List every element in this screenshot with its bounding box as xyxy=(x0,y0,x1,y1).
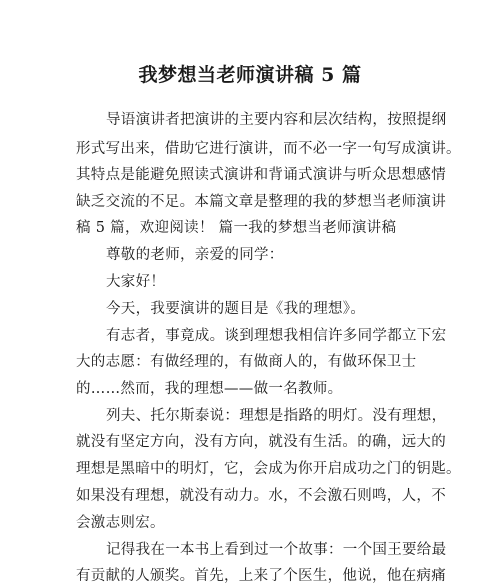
paragraph-line: 大的志愿：有做经理的，有做商人的，有做环保卫士 xyxy=(76,354,417,370)
paragraph-line: 形式写出来，借助它进行演讲，而不必一字一句写成演讲。 xyxy=(76,141,461,157)
paragraph-line: 记得我在一本书上看到过一个故事：一个国王要给最 xyxy=(106,542,447,558)
paragraph-line: 尊敬的老师，亲爱的同学： xyxy=(106,247,284,263)
document-title: 我梦想当老师演讲稿 5 篇 xyxy=(138,64,362,86)
paragraph-line: 导语演讲者把演讲的主要内容和层次结构，按照提纲 xyxy=(106,112,447,128)
paragraph-line: 有志者，事竟成。谈到理想我相信许多同学都立下宏 xyxy=(106,328,447,344)
paragraph-line: 缺乏交流的不足。本篇文章是整理的我的梦想当老师演讲 xyxy=(76,194,446,210)
paragraph-line: 列夫、托尔斯泰说：理想是指路的明灯。没有理想， xyxy=(106,408,447,424)
paragraph-line: 今天，我要演讲的题目是《我的理想》。 xyxy=(106,301,366,317)
paragraph-line: 会激志则宏。 xyxy=(76,515,165,531)
paragraph-line: 其特点是能避免照读式演讲和背诵式演讲与听众思想感情 xyxy=(76,167,446,183)
paragraph-line: 如果没有理想，就没有动力。水，不会激石则鸣，人，不 xyxy=(76,488,446,504)
paragraph-line: 稿 5 篇，欢迎阅读！ 篇一我的梦想当老师演讲稿 xyxy=(76,220,397,236)
paragraph-line: 的……然而，我的理想——做一名教师。 xyxy=(76,381,343,397)
paragraph-line: 理想是黑暗中的明灯，它，会成为你开启成功之门的钥匙。 xyxy=(76,461,461,477)
paragraph-line: 有贡献的人颁奖。首先，上来了个医生，他说，他在病痛 xyxy=(76,568,446,584)
paragraph-line: 大家好！ xyxy=(106,274,166,290)
paragraph-line: 就没有坚定方向，没有方向，就没有生活。的确，远大的 xyxy=(76,434,446,450)
